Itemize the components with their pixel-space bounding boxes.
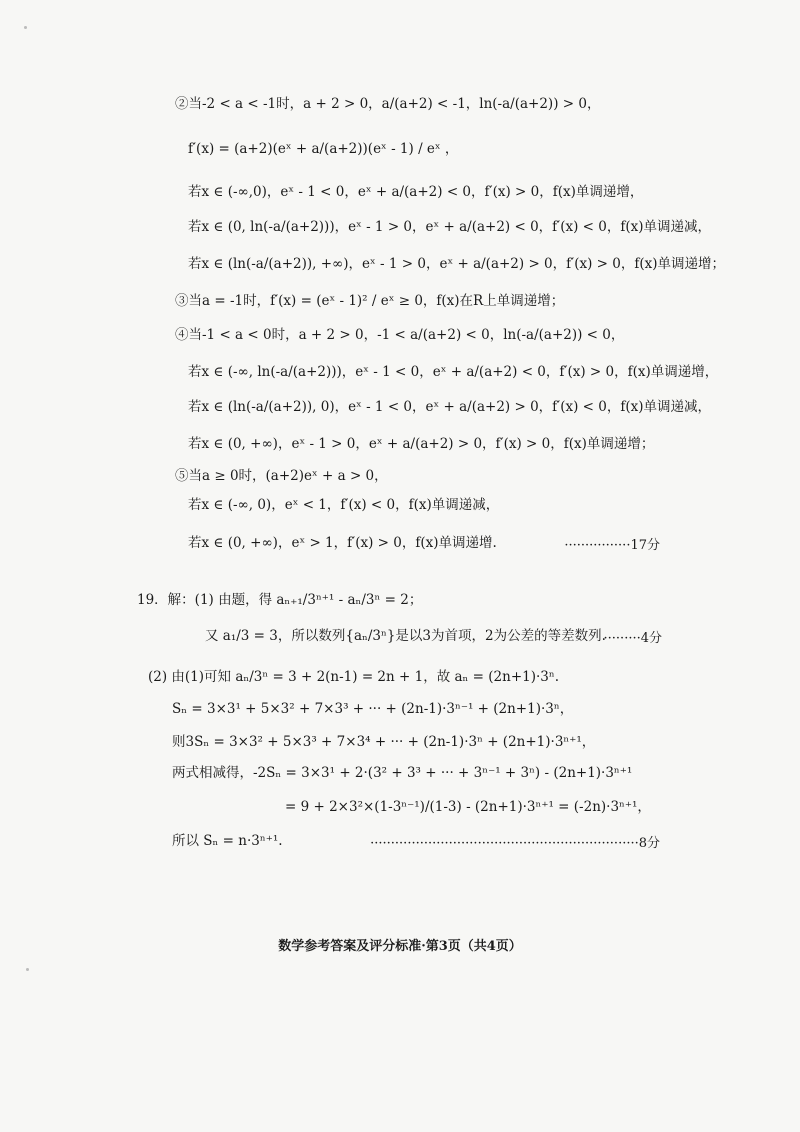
case3-line: ③当a = -1时，f′(x) = (eˣ - 1)² / eˣ ≥ 0，f(x)在R上单调递增； <box>175 293 565 309</box>
case4-interval-1: 若x ∈ (-∞, ln(-a/(a+2)))，eˣ - 1 < 0，eˣ + a/(a+2) < 0，f′(x) > 0，f(x)单调递增， <box>188 364 719 380</box>
sum-line-5: 所以 Sₙ = n·3ⁿ⁺¹. <box>172 833 283 849</box>
case2-interval-2: 若x ∈ (0, ln(-a/(a+2)))，eˣ - 1 > 0，eˣ + a/(a+2) < 0，f′(x) < 0，f(x)单调递减， <box>188 219 712 235</box>
case2-interval-3: 若x ∈ (ln(-a/(a+2)), +∞)，eˣ - 1 > 0，eˣ + a/(a+2) > 0，f′(x) > 0，f(x)单调递增； <box>188 256 725 272</box>
scan-speck <box>24 26 27 29</box>
case2-interval-1: 若x ∈ (-∞,0)，eˣ - 1 < 0，eˣ + a/(a+2) < 0，f′(x) > 0，f(x)单调递增， <box>188 184 644 200</box>
sum-line-1: Sₙ = 3×3¹ + 5×3² + 7×3³ + ··· + (2n-1)·3ⁿ⁻¹ + (2n+1)·3ⁿ， <box>172 701 574 717</box>
q19-line-2: 又 a₁/3 = 3，所以数列{aₙ/3ⁿ}是以3为首项，2为公差的等差数列. <box>205 628 606 644</box>
sum-line-3: 两式相减得，-2Sₙ = 3×3¹ + 2·(3² + 3³ + ··· + 3ⁿ⁻¹ + 3ⁿ) - (2n+1)·3ⁿ⁺¹ <box>172 765 633 781</box>
case4-interval-2: 若x ∈ (ln(-a/(a+2)), 0)，eˣ - 1 < 0，eˣ + a/(a+2) > 0，f′(x) < 0，f(x)单调递减， <box>188 399 712 415</box>
case4-head: ④当-1 < a < 0时，a + 2 > 0，-1 < a/(a+2) < 0，ln(-a/(a+2)) < 0， <box>175 327 625 343</box>
page-footer: 数学参考答案及评分标准·第3页（共4页） <box>278 939 522 954</box>
q19-line-1: 19．解：(1) 由题，得 aₙ₊₁/3ⁿ⁺¹ - aₙ/3ⁿ = 2； <box>137 592 423 608</box>
q19-line-3: (2) 由(1)可知 aₙ/3ⁿ = 3 + 2(n-1) = 2n + 1，故 aₙ = (2n+1)·3ⁿ. <box>148 669 560 685</box>
case2-derivative: f′(x) = (a+2)(eˣ + a/(a+2))(eˣ - 1) / eˣ ， <box>188 141 459 157</box>
case5-interval-1: 若x ∈ (-∞, 0)，eˣ < 1，f′(x) < 0，f(x)单调递减， <box>188 497 500 513</box>
sum-line-2: 则3Sₙ = 3×3² + 5×3³ + 7×3⁴ + ··· + (2n-1)·3ⁿ + (2n+1)·3ⁿ⁺¹， <box>172 734 596 750</box>
scan-speck <box>26 968 29 971</box>
score-8: ·································································8分 <box>370 836 660 851</box>
score-17: ················17分 <box>564 538 660 553</box>
sum-line-4: = 9 + 2×3²×(1-3ⁿ⁻¹)/(1-3) - (2n+1)·3ⁿ⁺¹ = (-2n)·3ⁿ⁺¹， <box>285 799 651 815</box>
case5-interval-2: 若x ∈ (0, +∞)，eˣ > 1，f′(x) > 0，f(x)单调递增. <box>188 535 497 551</box>
case4-interval-3: 若x ∈ (0, +∞)，eˣ - 1 > 0，eˣ + a/(a+2) > 0，f′(x) > 0，f(x)单调递增； <box>188 436 655 452</box>
case2-head: ②当-2 < a < -1时，a + 2 > 0，a/(a+2) < -1，ln(-a/(a+2)) > 0， <box>175 96 601 112</box>
case5-head: ⑤当a ≥ 0时，(a+2)eˣ + a > 0， <box>175 468 388 484</box>
score-4: ·········4分 <box>603 631 662 646</box>
